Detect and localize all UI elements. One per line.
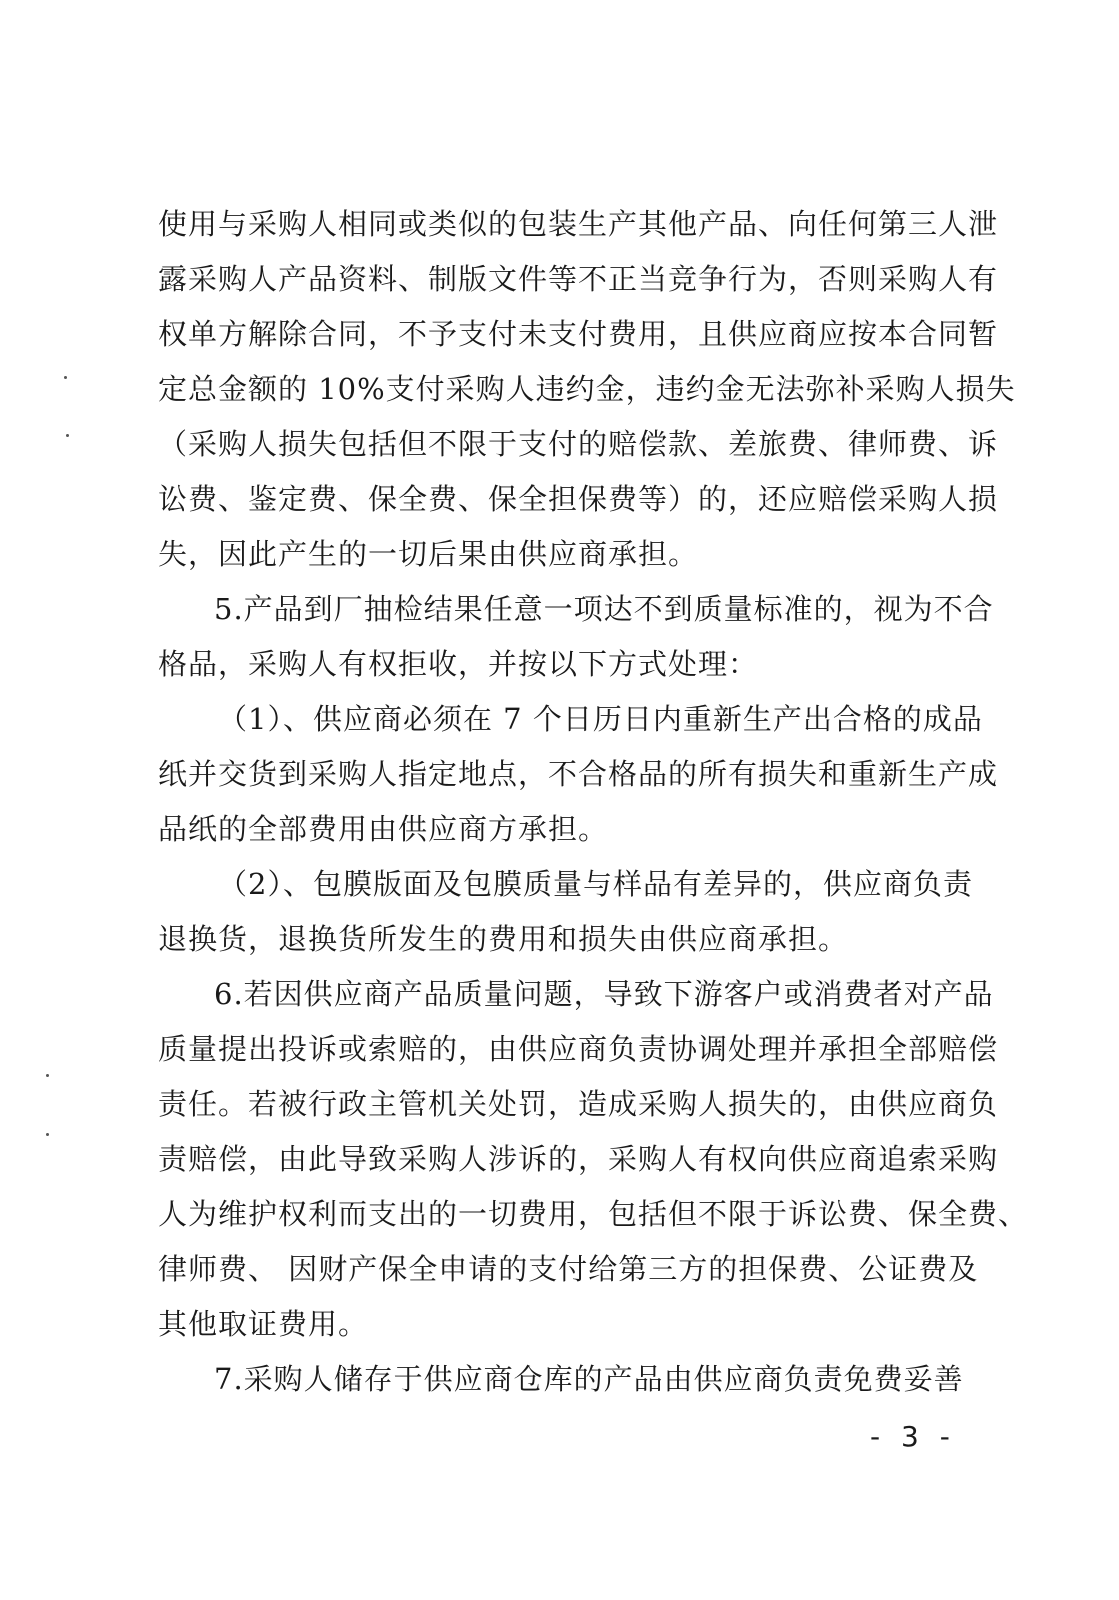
text-line: 人为维护权利而支出的一切费用，包括但不限于诉讼费、保全费、 [158, 1197, 1029, 1231]
scan-speck [64, 376, 67, 379]
text-line: （采购人损失包括但不限于支付的赔偿款、差旅费、律师费、诉 [158, 427, 999, 461]
text-line: 质量提出投诉或索赔的，由供应商负责协调处理并承担全部赔偿 [158, 1032, 999, 1066]
text-line: 讼费、鉴定费、保全费、保全担保费等）的，还应赔偿采购人损 [158, 482, 999, 516]
text-line: 律师费、 因财产保全申请的支付给第三方的担保费、公证费及 [158, 1252, 979, 1286]
text-line: 退换货，退换货所发生的费用和损失由供应商承担。 [158, 922, 849, 956]
text-line: 露采购人产品资料、制版文件等不正当竞争行为，否则采购人有 [158, 262, 999, 296]
text-line: 格品，采购人有权拒收，并按以下方式处理： [158, 647, 759, 681]
text-line: 使用与采购人相同或类似的包装生产其他产品、向任何第三人泄 [158, 207, 999, 241]
page-number: - 3 - [870, 1420, 956, 1453]
sub-clause-2: （2）、包膜版面及包膜质量与样品有差异的，供应商负责 [218, 867, 973, 901]
scan-speck [46, 1074, 49, 1077]
text-line: 品纸的全部费用由供应商方承担。 [158, 812, 609, 846]
text-line: 权单方解除合同，不予支付未支付费用，且供应商应按本合同暂 [158, 317, 999, 351]
scan-speck [66, 434, 69, 437]
text-line: 定总金额的 10%支付采购人违约金，违约金无法弥补采购人损失 [158, 372, 1016, 406]
clause-5-heading: 5.产品到厂抽检结果任意一项达不到质量标准的，视为不合 [214, 592, 994, 626]
text-line: 责赔偿，由此导致采购人涉诉的，采购人有权向供应商追索采购 [158, 1142, 999, 1176]
clause-6-heading: 6.若因供应商产品质量问题，导致下游客户或消费者对产品 [214, 977, 994, 1011]
clause-7-heading: 7.采购人储存于供应商仓库的产品由供应商负责免费妥善 [214, 1362, 964, 1396]
scan-speck [46, 1133, 49, 1136]
text-line: 纸并交货到采购人指定地点，不合格品的所有损失和重新生产成 [158, 757, 999, 791]
sub-clause-1: （1）、供应商必须在 7 个日历日内重新生产出合格的成品 [218, 702, 983, 736]
text-line: 责任。若被行政主管机关处罚，造成采购人损失的，由供应商负 [158, 1087, 999, 1121]
text-line: 其他取证费用。 [158, 1307, 369, 1341]
text-line: 失，因此产生的一切后果由供应商承担。 [158, 537, 699, 571]
